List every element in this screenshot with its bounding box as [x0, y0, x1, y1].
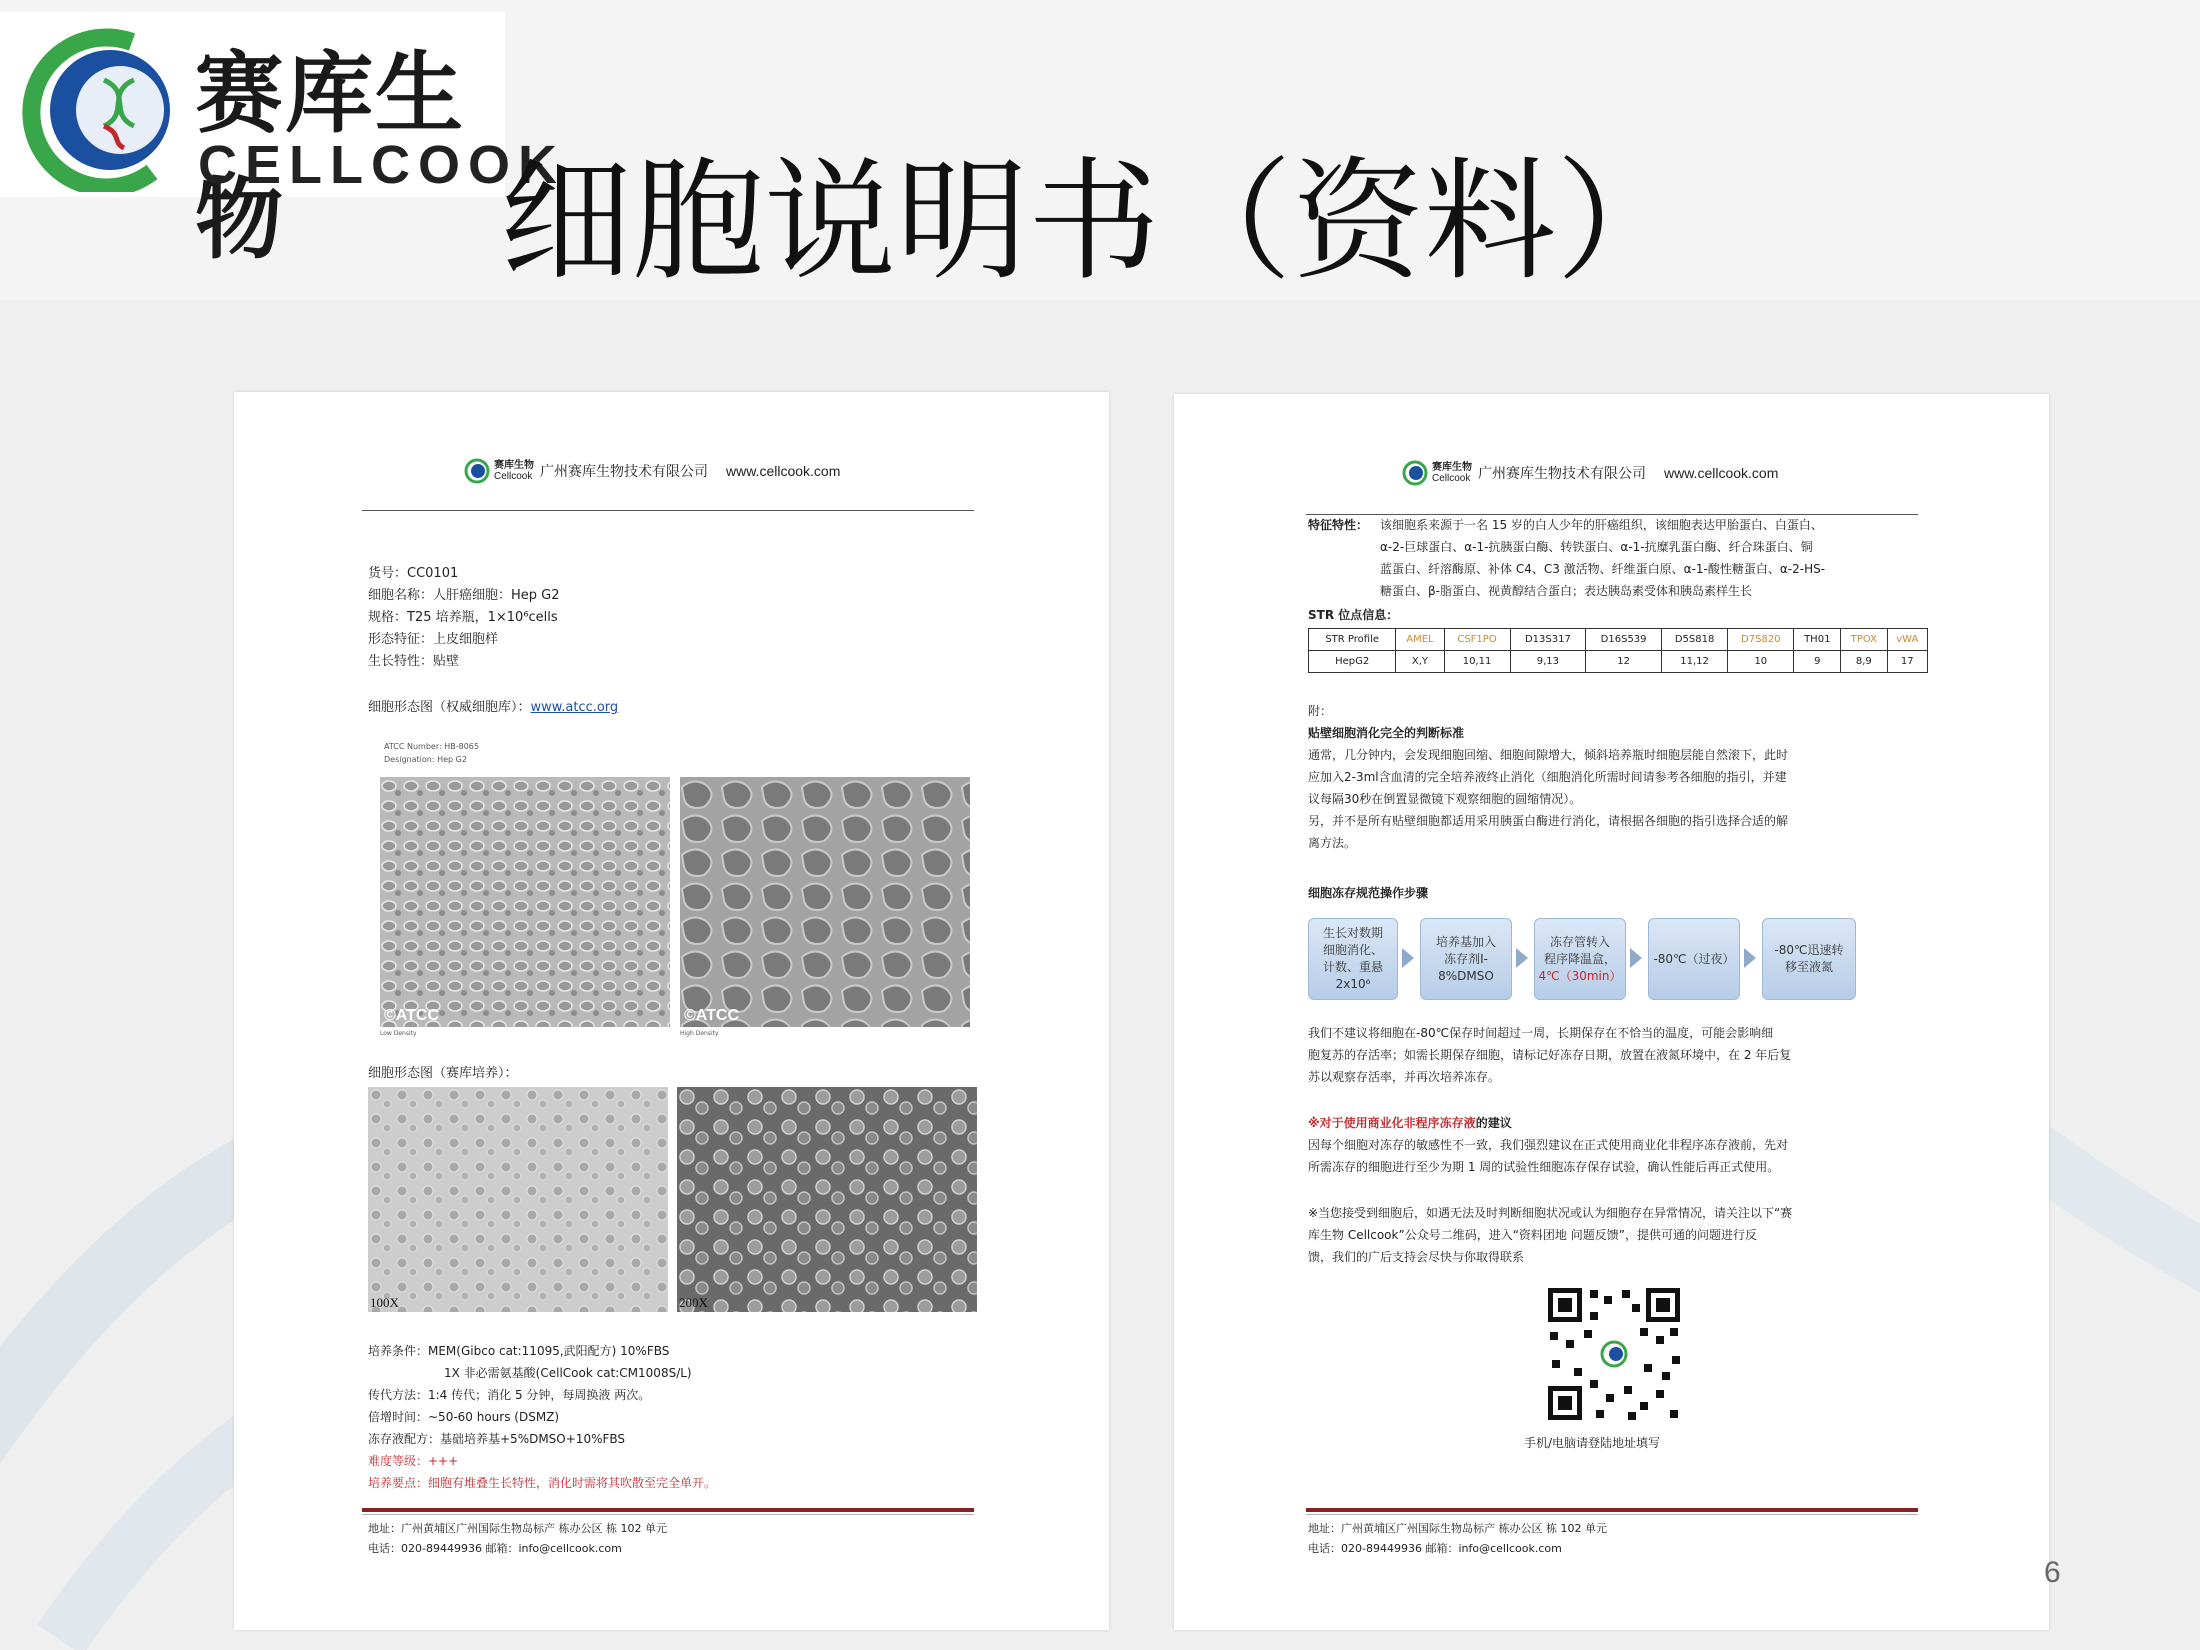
company-name: 广州赛库生物技术有限公司 [540, 464, 708, 480]
doubling-time: 倍增时间：~50-60 hours (DSMZ) [368, 1410, 560, 1424]
str-header-cell: AMEL [1396, 629, 1444, 651]
slide-title: 细胞说明书（资料） [500, 145, 1688, 299]
note1-line: 所需冻存的细胞进行至少为期 1 周的试验性细胞冻存保存试验，确认性能后再正式使用。 [1308, 1160, 1780, 1174]
flow-arrow-icon [1516, 948, 1528, 968]
flow-step-5: -80℃迅速转 移至液氮 [1762, 918, 1856, 1000]
company-name: 广州赛库生物技术有限公司 [1478, 466, 1646, 482]
footer-contact: 电话：020-89449936 邮箱：info@cellcook.com [1308, 1542, 1562, 1555]
features-line: 蓝蛋白、纤溶酶原、补体 C4、C3 激活物、纤维蛋白原、α-1-酸性糖蛋白、α-2-HS- [1380, 562, 1826, 576]
flow-step-4: -80℃（过夜） [1648, 918, 1740, 1000]
str-cell: 10 [1728, 651, 1794, 673]
str-cell: 9 [1794, 651, 1841, 673]
note1-title: ※对于使用商业化非程序冻存液的建议 [1308, 1116, 1512, 1130]
atcc-designation: Designation: Hep G2 [384, 755, 467, 764]
digest-line: 议每隔30秒在倒置显微镜下观察细胞的圆缩情况）。 [1308, 792, 1582, 806]
str-header-cell: vWA [1887, 629, 1927, 651]
doc-header [464, 454, 840, 488]
atcc-section-title: 细胞形态图（权威细胞库）：www.atcc.org [368, 700, 619, 715]
qr-caption: 手机/电脑请登陆地址填写 [1524, 1436, 1661, 1450]
flow-arrow-icon [1630, 948, 1642, 968]
logo-chinese-name: 赛库生物 [195, 41, 466, 271]
features-line: 该细胞系来源于一名 15 岁的白人少年的肝癌组织，该细胞表达甲胎蛋白、白蛋白、 [1380, 518, 1823, 532]
atcc-low-density-image [380, 777, 670, 1027]
slide-page-number: 6 [2044, 1556, 2061, 1589]
footer-address: 地址：广州黄埔区广州国际生物岛标产 栋办公区 栋 102 单元 [1308, 1522, 1607, 1535]
mini-logo-icon [1402, 460, 1428, 486]
info-catalog: 货号：CC0101 [368, 566, 459, 581]
magnification-label: 200X [679, 1295, 708, 1310]
brand-logo [0, 12, 565, 271]
culture-key-point: 培养要点：细胞有堆叠生长特性，消化时需将其吹散至完全单开。 [368, 1476, 717, 1490]
digest-line: 应加入2-3ml含血清的完全培养液终止消化（细胞消化所需时间请参考各细胞的指引，并建 [1308, 770, 1787, 784]
info-cell-name: 细胞名称：人肝癌细胞：Hep G2 [368, 588, 560, 603]
cellcook-section-title: 细胞形态图（赛库培养）： [368, 1066, 518, 1081]
freeze-line: 我们不建议将细胞在-80℃保存时间超过一周，长期保存在不恰当的温度，可能会影响细 [1308, 1026, 1774, 1040]
freeze-line: 苏以观察存活率，并再次培养冻存。 [1308, 1070, 1501, 1084]
info-growth: 生长特性：贴壁 [368, 654, 460, 669]
cell-texture [677, 1087, 977, 1312]
high-density-caption: High Density [680, 1030, 719, 1037]
note2-line: 馈，我们的广后支持会尽快与你取得联系 [1308, 1250, 1525, 1264]
footer-divider [362, 1514, 974, 1515]
features-line: α-2-巨球蛋白、α-1-抗胰蛋白酶、转铁蛋白、α-1-抗糜乳蛋白酶、纤合珠蛋白、铜 [1380, 540, 1813, 554]
str-cell: HepG2 [1309, 651, 1396, 673]
culture-conditions: 培养条件：MEM(Gibco cat:11095,武阳配方) 10%FBS [368, 1344, 670, 1358]
str-title: STR 位点信息： [1308, 608, 1399, 622]
digest-title: 贴壁细胞消化完全的判断标准 [1308, 726, 1465, 740]
left-document-page [234, 392, 1109, 1630]
str-cell: 17 [1887, 651, 1927, 673]
str-cell: 9,13 [1510, 651, 1586, 673]
str-header-cell: TPOX [1841, 629, 1887, 651]
atcc-high-density-image [680, 777, 970, 1027]
str-header-cell: CSF1PO [1444, 629, 1510, 651]
atcc-watermark: ©ATCC [384, 1007, 440, 1024]
cell-texture [380, 777, 670, 1027]
digest-line: 离方法。 [1308, 836, 1357, 850]
header-divider [362, 510, 974, 511]
flow-arrow-icon [1402, 948, 1414, 968]
footer-address: 地址：广州黄埔区广州国际生物岛标产 栋办公区 栋 102 单元 [368, 1522, 667, 1535]
footer-divider [1306, 1514, 1918, 1515]
cellcook-logo-icon [12, 22, 187, 192]
appendix-label: 附： [1308, 704, 1333, 718]
str-header-cell: D13S317 [1510, 629, 1586, 651]
cellcook-100x-image [368, 1087, 668, 1312]
magnification-label: 100X [370, 1295, 399, 1310]
wechat-qr-code[interactable] [1544, 1284, 1684, 1424]
str-header-cell: D7S820 [1728, 629, 1794, 651]
str-cell: 12 [1586, 651, 1662, 673]
culture-supplement: 1X 非必需氨基酸(CellCook cat:CM1008S/L) [444, 1366, 692, 1380]
freeze-line: 胞复苏的存活率；如需长期保存细胞，请标记好冻存日期，放置在液氮环境中，在 2 年后复 [1308, 1048, 1792, 1062]
low-density-caption: Low Density [380, 1030, 417, 1037]
atcc-watermark: ©ATCC [684, 1007, 740, 1024]
difficulty-level: 难度等级：+++ [368, 1454, 459, 1468]
note1-line: 因每个细胞对冻存的敏感性不一致，我们强烈建议在正式使用商业化非程序冻存液前，先对 [1308, 1138, 1789, 1152]
right-document-page [1174, 394, 2049, 1630]
info-morphology: 形态特征：上皮细胞样 [368, 632, 499, 647]
info-spec: 规格：T25 培养瓶，1×10⁶cells [368, 610, 558, 625]
flow-step-2: 培养基加入 冻存剂Ⅰ- 8%DMSO [1420, 918, 1512, 1000]
str-header-cell: STR Profile [1309, 629, 1396, 651]
str-cell: 11,12 [1661, 651, 1727, 673]
str-header-row [1309, 629, 1928, 651]
passage-method: 传代方法：1:4 传代；消化 5 分钟，每周换液 两次。 [368, 1388, 651, 1402]
footer-bar [362, 1508, 974, 1512]
flow-step-3: 冻存管转入 程序降温盒， 4℃（30min） [1534, 918, 1626, 1000]
atcc-link[interactable]: www.atcc.org [530, 700, 619, 715]
digest-line: 另，并不是所有贴壁细胞都适用采用胰蛋白酶进行消化，请根据各细胞的指引选择合适的解 [1308, 814, 1789, 828]
doc-header [1402, 456, 1778, 490]
flow-step-1: 生长对数期 细胞消化、 计数、重悬 2x10⁶ [1308, 918, 1398, 1000]
features-line: 糖蛋白、β-脂蛋白、视黄醇结合蛋白；表达胰岛素受体和胰岛素样生长 [1380, 584, 1752, 598]
company-website: www.cellcook.com [1664, 465, 1779, 481]
note2-line: 库生物 Cellcook”公众号二维码，进入“资料团地 问题反馈”，提供可通的问题进行反 [1308, 1228, 1757, 1242]
footer-contact: 电话：020-89449936 邮箱：info@cellcook.com [368, 1542, 622, 1555]
str-header-cell: D16S539 [1586, 629, 1662, 651]
header-divider [1306, 514, 1918, 515]
str-header-cell: D5S818 [1661, 629, 1727, 651]
freeze-medium: 冻存液配方：基础培养基+5%DMSO+10%FBS [368, 1432, 626, 1446]
str-cell: X,Y [1396, 651, 1444, 673]
note2-line: ※当您接受到细胞后，如遇无法及时判断细胞状况或认为细胞存在异常情况，请关注以下“赛 [1308, 1206, 1793, 1220]
mini-logo-icon [464, 458, 490, 484]
cell-texture [368, 1087, 668, 1312]
digest-line: 通常，几分钟内，会发现细胞回缩、细胞间隙增大，倾斜培养瓶时细胞层能自然滚下，此时 [1308, 748, 1789, 762]
cell-texture [680, 777, 970, 1027]
str-cell: 10,11 [1444, 651, 1510, 673]
mini-logo-text: 赛库生物 Cellcook [494, 460, 534, 482]
atcc-number: ATCC Number: HB-8065 [384, 742, 479, 751]
str-cell: 8,9 [1841, 651, 1887, 673]
flow-arrow-icon [1744, 948, 1756, 968]
str-data-row [1309, 651, 1928, 673]
mini-logo-text: 赛库生物 Cellcook [1432, 462, 1472, 484]
freeze-steps-title: 细胞冻存规范操作步骤 [1308, 886, 1429, 900]
company-website: www.cellcook.com [726, 463, 841, 479]
logo-english-name: CELLCOOK [198, 135, 565, 195]
str-header-cell: TH01 [1794, 629, 1841, 651]
str-table [1308, 628, 1928, 673]
features-label: 特征特性： [1308, 518, 1369, 532]
cellcook-200x-image [677, 1087, 977, 1312]
footer-bar [1306, 1508, 1918, 1512]
